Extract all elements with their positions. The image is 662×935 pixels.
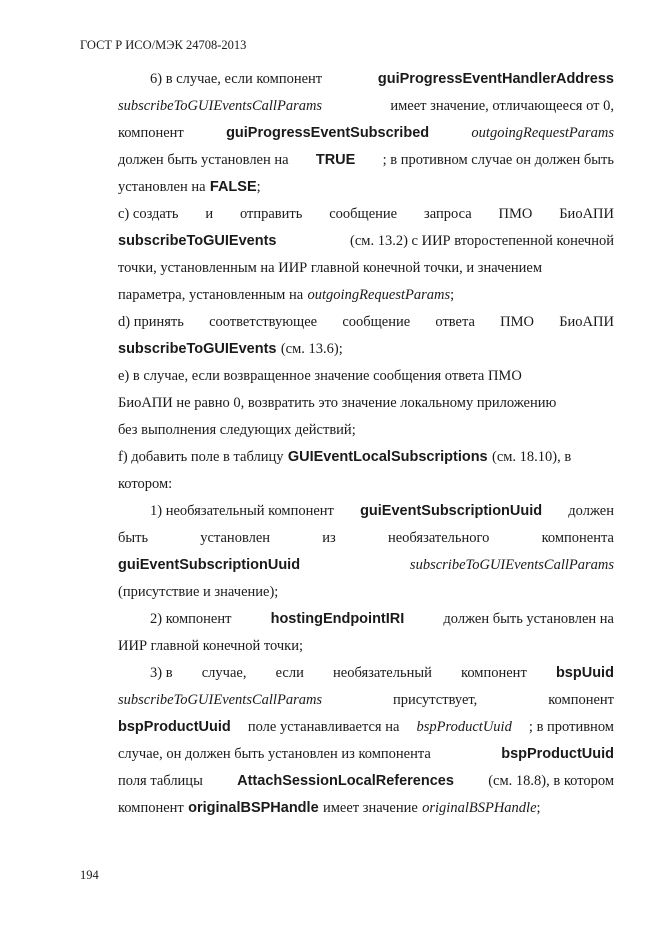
code-term: guiProgressEventSubscribed bbox=[226, 125, 430, 141]
text-line bbox=[118, 420, 614, 440]
running-header: ГОСТ Р ИСО/МЭК 24708-2013 bbox=[80, 38, 247, 52]
text-run: поля таблицы bbox=[118, 773, 203, 789]
text-line bbox=[118, 528, 614, 548]
text-run: должен bbox=[568, 503, 614, 519]
text-run: компонента bbox=[541, 530, 614, 546]
text-line bbox=[118, 474, 614, 494]
text-line bbox=[118, 744, 614, 764]
text-line bbox=[118, 312, 614, 332]
text-run: ; в противном bbox=[528, 719, 614, 735]
text-run: необязательного bbox=[387, 530, 490, 546]
param-name: originalBSPHandle bbox=[422, 800, 537, 816]
code-term: bspUuid bbox=[555, 665, 614, 681]
param-name: outgoingRequestParams bbox=[307, 287, 451, 303]
text-run: (см. 13.6); bbox=[280, 341, 343, 357]
page-number: 194 bbox=[80, 868, 99, 882]
text-line bbox=[118, 231, 614, 251]
text-run: ; bbox=[256, 179, 261, 195]
text-line bbox=[118, 447, 614, 467]
code-term: originalBSPHandle bbox=[188, 800, 319, 816]
code-term: AttachSessionLocalReferences bbox=[237, 773, 454, 789]
text-run: присутствует, bbox=[393, 692, 478, 708]
text-run: (см. 18.8), в котором bbox=[488, 773, 614, 789]
text-run: ИИР главной конечной точки; bbox=[118, 638, 303, 654]
text-line bbox=[118, 393, 614, 413]
text-run: (присутствие и значение); bbox=[118, 584, 279, 600]
text-run: d) принять bbox=[118, 314, 184, 330]
text-line bbox=[150, 609, 614, 629]
text-run: имеет значение, отличающееся от 0, bbox=[390, 98, 614, 114]
code-term: FALSE bbox=[209, 179, 257, 195]
text-run: котором: bbox=[118, 476, 173, 492]
text-run: должен быть установлен на bbox=[443, 611, 614, 627]
text-run: отправить bbox=[239, 206, 303, 222]
text-run: компонент bbox=[118, 800, 184, 816]
text-run: БиоАПИ не равно 0, возвратить это значение локальному приложению bbox=[118, 395, 557, 411]
text-run: ; в противном случае он должен быть bbox=[382, 152, 614, 168]
code-term: hostingEndpointIRI bbox=[270, 611, 405, 627]
text-run: компонент bbox=[548, 692, 614, 708]
text-run: быть bbox=[118, 530, 149, 546]
text-line bbox=[118, 636, 614, 656]
code-term: subscribeToGUIEvents bbox=[118, 341, 277, 357]
code-term: guiProgressEventHandlerAddress bbox=[377, 71, 614, 87]
text-run: 2) компонент bbox=[150, 611, 232, 627]
text-run: ПМО bbox=[498, 206, 533, 222]
text-run: установлен на bbox=[118, 179, 206, 195]
param-name: bspProductUuid bbox=[416, 719, 512, 735]
code-term: TRUE bbox=[315, 152, 356, 168]
text-run: БиоАПИ bbox=[559, 206, 614, 222]
text-run: точки, установленным на ИИР главной конечной точки, и значением bbox=[118, 260, 543, 276]
text-line bbox=[118, 204, 614, 224]
text-run: установлен bbox=[200, 530, 271, 546]
text-run: e) в случае, если возвращенное значение сообщения ответа ПМО bbox=[118, 368, 522, 384]
param-name: subscribeToGUIEventsCallParams bbox=[409, 557, 614, 573]
param-name: outgoingRequestParams bbox=[471, 125, 614, 141]
code-term: guiEventSubscriptionUuid bbox=[360, 503, 543, 519]
text-run: f) добавить поле в таблицу bbox=[118, 449, 284, 465]
text-run: 6) в случае, если компонент bbox=[150, 71, 323, 87]
text-run: c) создать bbox=[118, 206, 179, 222]
text-line bbox=[118, 177, 614, 197]
text-line bbox=[118, 582, 614, 602]
text-line bbox=[150, 501, 614, 521]
text-run: компонент bbox=[461, 665, 527, 681]
text-run: если bbox=[275, 665, 304, 681]
code-term: subscribeToGUIEvents bbox=[118, 233, 277, 249]
text-run: сообщение bbox=[329, 206, 398, 222]
text-line bbox=[118, 771, 614, 791]
text-run: 3) в bbox=[150, 665, 173, 681]
text-line bbox=[118, 366, 614, 386]
text-line bbox=[118, 690, 614, 710]
text-run: ; bbox=[450, 287, 455, 303]
text-line bbox=[118, 339, 614, 359]
text-run: поле устанавливается на bbox=[247, 719, 400, 735]
text-run: без выполнения следующих действий; bbox=[118, 422, 356, 438]
text-line bbox=[118, 798, 614, 818]
text-run: сообщение bbox=[342, 314, 411, 330]
text-run: компонент bbox=[118, 125, 184, 141]
text-line bbox=[118, 285, 614, 305]
text-line bbox=[118, 555, 614, 575]
text-run: имеет значение bbox=[322, 800, 418, 816]
text-run: запроса bbox=[423, 206, 472, 222]
text-run: случае, он должен быть установлен из компонента bbox=[118, 746, 431, 762]
param-name: subscribeToGUIEventsCallParams bbox=[118, 98, 323, 114]
text-line bbox=[118, 123, 614, 143]
text-line bbox=[150, 663, 614, 683]
text-run: 1) необязательный компонент bbox=[150, 503, 334, 519]
code-term: bspProductUuid bbox=[118, 719, 231, 735]
text-run: (см. 18.10), в bbox=[491, 449, 572, 465]
code-term: bspProductUuid bbox=[501, 746, 614, 762]
code-term: guiEventSubscriptionUuid bbox=[118, 557, 301, 573]
text-line bbox=[118, 150, 614, 170]
text-line bbox=[118, 96, 614, 116]
text-line bbox=[118, 258, 614, 278]
text-run: БиоАПИ bbox=[559, 314, 614, 330]
text-run: соответствующее bbox=[209, 314, 318, 330]
text-run: ответа bbox=[435, 314, 475, 330]
text-line bbox=[150, 69, 614, 89]
code-term: GUIEventLocalSubscriptions bbox=[287, 449, 488, 465]
text-run: из bbox=[322, 530, 336, 546]
text-line bbox=[118, 717, 614, 737]
text-run: (см. 13.2) с ИИР второстепенной конечной bbox=[350, 233, 614, 249]
text-run: случае, bbox=[201, 665, 247, 681]
text-run: ; bbox=[536, 800, 541, 816]
text-run: и bbox=[205, 206, 214, 222]
text-run: параметра, установленным на bbox=[118, 287, 304, 303]
param-name: subscribeToGUIEventsCallParams bbox=[118, 692, 323, 708]
text-run: необязательный bbox=[333, 665, 432, 681]
text-run: должен быть установлен на bbox=[118, 152, 289, 168]
text-run: ПМО bbox=[500, 314, 534, 330]
